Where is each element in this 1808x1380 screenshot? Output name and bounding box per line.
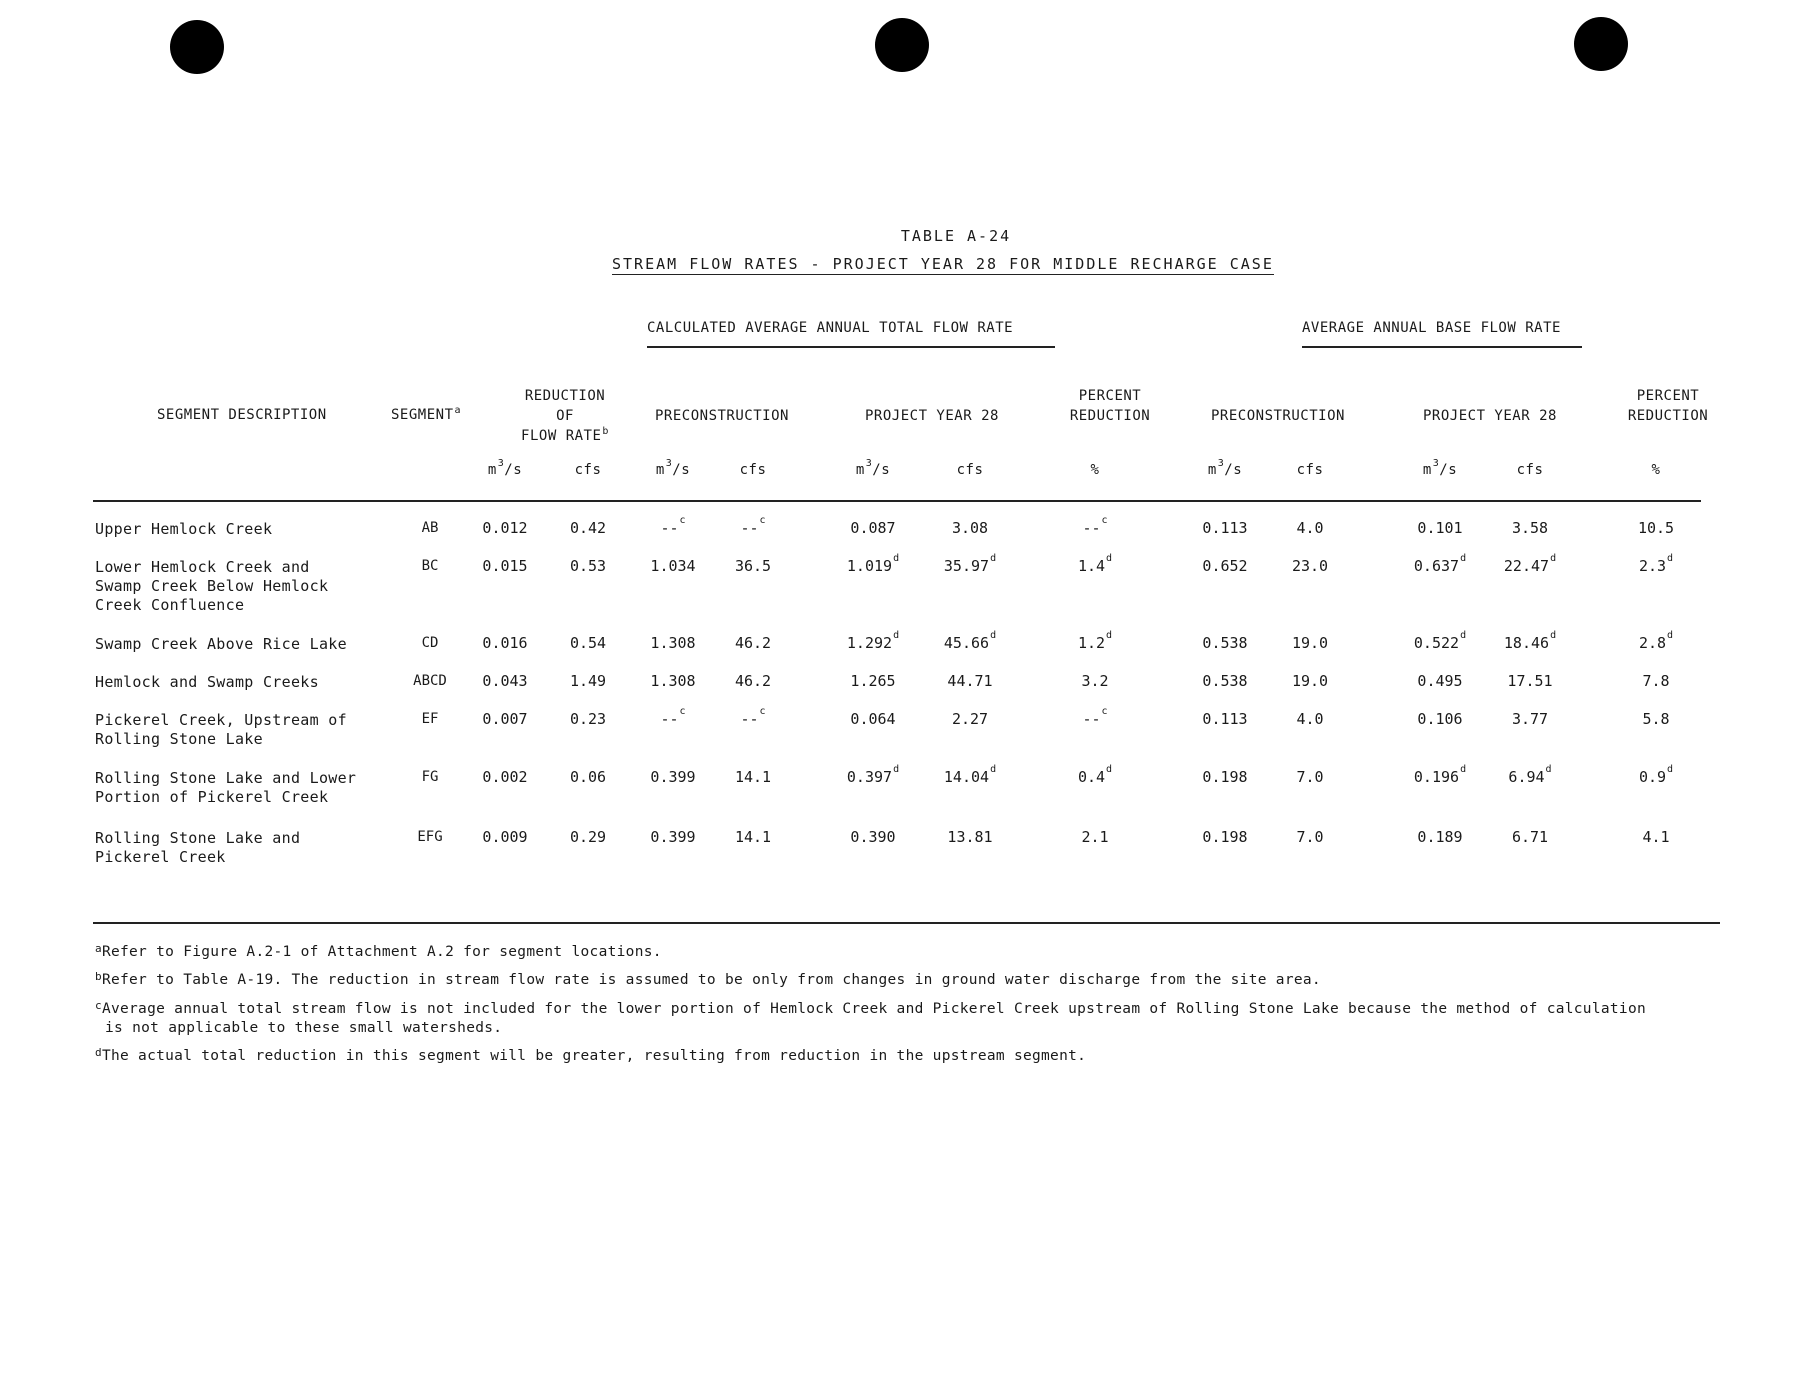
table-cell-py-base-m3s	[1390, 764, 1490, 786]
table-cell-pct-total	[1045, 764, 1145, 786]
description-line: Rolling Stone Lake and Lower	[95, 769, 357, 787]
table-cell-py-base-cfs	[1480, 519, 1580, 537]
cell-value: 4.0	[1296, 519, 1324, 537]
cell-value: 0.4	[1077, 768, 1106, 786]
description-line: Upper Hemlock Creek	[95, 520, 273, 538]
table-cell-pre-total-cfs	[703, 768, 803, 786]
cell-value: 0.087	[850, 519, 896, 537]
header-rule	[93, 500, 1701, 502]
cell-value: 0.106	[1417, 710, 1463, 728]
cell-footnote-mark: d	[1550, 553, 1557, 564]
cell-footnote-mark: d	[1460, 553, 1467, 564]
unit-exponent: 3	[497, 458, 505, 469]
cell-value: 35.97	[943, 557, 990, 575]
unit-pre-base-m3s	[1185, 458, 1265, 478]
table-cell-pre-total-cfs	[703, 828, 803, 846]
cell-value: 0.538	[1202, 634, 1248, 652]
unit-tail: /s	[872, 462, 891, 478]
description-line: Swamp Creek Above Rice Lake	[95, 635, 347, 653]
table-cell-py-total-cfs	[920, 630, 1020, 652]
cell-value: 13.81	[947, 828, 993, 846]
unit-text: cfs	[574, 462, 602, 478]
cell-value: 6.94	[1508, 768, 1545, 786]
cell-footnote-mark: d	[990, 553, 997, 564]
cell-footnote-mark: d	[990, 764, 997, 775]
cell-value: 1.308	[650, 672, 696, 690]
header-percent-reduction-base: PERCENT REDUCTION	[1627, 388, 1709, 424]
table-cell-pct-base	[1606, 553, 1706, 575]
table-cell-pre-base-cfs	[1260, 710, 1360, 728]
unit-text: cfs	[1296, 462, 1324, 478]
cell-footnote-mark: c	[1101, 515, 1108, 526]
cell-value: 7.0	[1296, 828, 1324, 846]
cell-value: 0.42	[569, 519, 607, 537]
unit-base: m	[855, 462, 865, 478]
unit-py-total-cfs	[930, 462, 1010, 478]
description-line: Pickerel Creek, Upstream of	[95, 711, 347, 729]
cell-value: 14.1	[734, 768, 772, 786]
cell-footnote-mark: d	[893, 553, 900, 564]
table-cell-py-base-m3s	[1390, 519, 1490, 537]
cell-value: 0.007	[482, 710, 528, 728]
table-cell-py-total-m3s	[823, 519, 923, 537]
unit-reduction-m3s	[465, 458, 545, 478]
unit-pre-total-cfs	[713, 462, 793, 478]
table-cell-pct-base	[1606, 710, 1706, 728]
cell-value: 36.5	[734, 557, 772, 575]
cell-value: 0.101	[1417, 519, 1463, 537]
cell-value: 0.23	[569, 710, 607, 728]
unit-tail: /s	[504, 462, 523, 478]
table-cell-pre-base-cfs	[1260, 828, 1360, 846]
table-cell-py-base-cfs	[1480, 764, 1580, 786]
cell-value: 1.019	[846, 557, 893, 575]
unit-pre-base-cfs	[1270, 462, 1350, 478]
cell-value: 3.77	[1511, 710, 1549, 728]
footnote-text: Refer to Figure A.2-1 of Attachment A.2 for segment locations.	[101, 944, 662, 960]
cell-footnote-mark: c	[759, 515, 766, 526]
punch-hole-right	[1574, 17, 1628, 71]
footnote-text: is not applicable to these small watersheds.	[105, 1020, 503, 1036]
cell-value: 0.198	[1202, 828, 1248, 846]
cell-value: 22.47	[1503, 557, 1550, 575]
punch-hole-center	[875, 18, 929, 72]
cell-footnote-mark: d	[1550, 630, 1557, 641]
cell-value: 14.1	[734, 828, 772, 846]
header-project-year-base: PROJECT YEAR 28	[1423, 408, 1557, 424]
table-cell-pct-total	[1045, 515, 1145, 537]
cell-value: 0.522	[1413, 634, 1460, 652]
table-cell-pct-total	[1045, 828, 1145, 846]
header-segment: SEGMENT$^a$	[391, 405, 462, 423]
group-underline-total	[647, 346, 1055, 348]
table-cell-pct-total	[1045, 672, 1145, 690]
cell-value: 1.292	[846, 634, 893, 652]
segment-code: AB	[421, 520, 439, 536]
table-cell-pre-total-cfs	[703, 634, 803, 652]
header-preconstruction-total: PRECONSTRUCTION	[655, 408, 789, 424]
footnote	[95, 1000, 1646, 1038]
cell-value: 44.71	[947, 672, 993, 690]
table-cell-pre-base-cfs	[1260, 672, 1360, 690]
segment-code: BC	[421, 558, 439, 574]
unit-text: cfs	[739, 462, 767, 478]
description-line: Swamp Creek Below Hemlock	[95, 577, 329, 595]
cell-value: 4.0	[1296, 710, 1324, 728]
header-segment-description: SEGMENT DESCRIPTION	[157, 407, 327, 423]
unit-exponent: 3	[865, 458, 873, 469]
cell-value: 0.113	[1202, 710, 1248, 728]
unit-text: cfs	[956, 462, 984, 478]
table-cell-py-total-m3s	[823, 710, 923, 728]
cell-footnote-mark: d	[1545, 764, 1552, 775]
footnote-text: Average annual total stream flow is not included for the lower portion of Hemlock Creek and Pickerel Creek upstream of Rolling Stone Lake because the method of calculation	[101, 1001, 1647, 1017]
cell-value: 7.8	[1642, 672, 1670, 690]
table-cell-py-total-cfs	[920, 828, 1020, 846]
unit-pct-total	[1055, 462, 1135, 478]
table-cell-pct-base	[1606, 828, 1706, 846]
table-cell-pct-base	[1606, 764, 1706, 786]
table-cell-pre-base-cfs	[1260, 768, 1360, 786]
cell-value: 0.012	[482, 519, 528, 537]
unit-exponent: 3	[665, 458, 673, 469]
segment-code: EFG	[417, 829, 443, 845]
description-line: Rolling Stone Lake	[95, 730, 263, 748]
segment-description	[95, 829, 300, 867]
table-cell-py-total-m3s	[823, 828, 923, 846]
footnote-mark: c	[95, 999, 102, 1012]
cell-value: 0.399	[650, 768, 696, 786]
footnote-text: Refer to Table A-19. The reduction in stream flow rate is assumed to be only from changes in ground water discharge from the site area.	[101, 972, 1321, 988]
segment-description	[95, 673, 319, 692]
table-cell-py-base-m3s	[1390, 630, 1490, 652]
segment-description	[95, 520, 272, 539]
cell-value: 1.49	[569, 672, 607, 690]
table-cell-py-base-cfs	[1480, 553, 1580, 575]
table-cell-py-base-m3s	[1390, 710, 1490, 728]
cell-value: 1.034	[650, 557, 696, 575]
cell-value: 14.04	[943, 768, 990, 786]
cell-value: 1.2	[1077, 634, 1106, 652]
cell-value: 0.29	[569, 828, 607, 846]
table-cell-py-total-cfs	[920, 519, 1020, 537]
footnote	[95, 971, 1321, 990]
cell-value: 0.064	[850, 710, 896, 728]
unit-tail: /s	[672, 462, 691, 478]
cell-value: 0.390	[850, 828, 896, 846]
table-cell-pre-base-cfs	[1260, 557, 1360, 575]
cell-value: 3.58	[1511, 519, 1549, 537]
segment-description	[95, 635, 347, 654]
header-reduction-of-flow-rate: REDUCTION OF FLOW RATE$^b$	[521, 388, 609, 444]
table-cell-py-total-cfs	[920, 672, 1020, 690]
cell-value: 0.016	[482, 634, 528, 652]
cell-value: 1.265	[850, 672, 896, 690]
unit-base: m	[655, 462, 665, 478]
footnote-mark: a	[95, 942, 102, 955]
footnote-line	[95, 943, 662, 962]
cell-value: 2.27	[951, 710, 989, 728]
unit-py-base-m3s	[1400, 458, 1480, 478]
footnote-line	[95, 971, 1321, 990]
cell-value: 2.1	[1081, 828, 1109, 846]
cell-value: 7.0	[1296, 768, 1324, 786]
cell-value: --	[660, 519, 679, 537]
table-cell-pre-total-cfs	[703, 706, 803, 728]
cell-footnote-mark: d	[1667, 764, 1674, 775]
cell-footnote-mark: d	[893, 764, 900, 775]
cell-value: 0.009	[482, 828, 528, 846]
cell-value: 18.46	[1503, 634, 1550, 652]
footnote	[95, 1047, 1086, 1066]
table-cell-pre-total-cfs	[703, 515, 803, 537]
segment-code: CD	[421, 635, 439, 651]
cell-value: 0.652	[1202, 557, 1248, 575]
segment-description	[95, 558, 328, 615]
footnote	[95, 943, 662, 962]
cell-value: 6.71	[1511, 828, 1549, 846]
group-header-total-flow: CALCULATED AVERAGE ANNUAL TOTAL FLOW RATE	[647, 320, 1014, 336]
footnote-mark: b	[95, 970, 102, 983]
description-line: Portion of Pickerel Creek	[95, 788, 329, 806]
cell-value: 23.0	[1291, 557, 1329, 575]
table-cell-py-base-cfs	[1480, 630, 1580, 652]
table-cell-pre-total-cfs	[703, 672, 803, 690]
cell-value: 19.0	[1291, 634, 1329, 652]
group-header-base-flow: AVERAGE ANNUAL BASE FLOW RATE	[1302, 320, 1561, 336]
cell-value: --	[1082, 710, 1101, 728]
table-cell-py-total-cfs	[920, 764, 1020, 786]
cell-footnote-mark: d	[990, 630, 997, 641]
table-cell-py-total-m3s	[823, 553, 923, 575]
cell-value: 0.637	[1413, 557, 1460, 575]
unit-exponent: 3	[1432, 458, 1440, 469]
segment-code: ABCD	[413, 673, 447, 689]
description-line: Lower Hemlock Creek and	[95, 558, 310, 576]
table-cell-pct-total	[1045, 706, 1145, 728]
header-percent-reduction-total: PERCENT REDUCTION	[1069, 388, 1151, 424]
header-project-year-total: PROJECT YEAR 28	[865, 408, 999, 424]
cell-value: 19.0	[1291, 672, 1329, 690]
cell-value: --	[740, 519, 759, 537]
cell-value: 1.308	[650, 634, 696, 652]
segment-code: EF	[421, 711, 439, 727]
cell-value: 4.1	[1642, 828, 1670, 846]
punch-hole-left	[170, 20, 224, 74]
cell-footnote-mark: c	[679, 706, 686, 717]
table-cell-py-base-cfs	[1480, 828, 1580, 846]
bottom-rule	[93, 922, 1720, 924]
footnote-line	[95, 1019, 1646, 1038]
cell-value: 0.002	[482, 768, 528, 786]
unit-tail: /s	[1224, 462, 1243, 478]
cell-footnote-mark: c	[1101, 706, 1108, 717]
cell-value: 46.2	[734, 672, 772, 690]
cell-value: 0.397	[846, 768, 893, 786]
cell-value: 46.2	[734, 634, 772, 652]
footnote-line	[95, 1000, 1646, 1019]
table-cell-pre-base-cfs	[1260, 519, 1360, 537]
footnote-text: The actual total reduction in this segment will be greater, resulting from reduction in the upstream segment.	[101, 1048, 1087, 1064]
unit-exponent: 3	[1217, 458, 1225, 469]
table-cell-pct-base	[1606, 519, 1706, 537]
description-line: Rolling Stone Lake and	[95, 829, 301, 847]
footnote-mark: d	[95, 1046, 102, 1059]
header-preconstruction-base: PRECONSTRUCTION	[1211, 408, 1345, 424]
cell-footnote-mark: d	[1667, 630, 1674, 641]
cell-value: 0.015	[482, 557, 528, 575]
cell-value: --	[1082, 519, 1101, 537]
table-cell-pre-total-cfs	[703, 557, 803, 575]
table-cell-py-total-cfs	[920, 710, 1020, 728]
footnote-line	[95, 1047, 1086, 1066]
table-cell-pre-base-cfs	[1260, 634, 1360, 652]
unit-text: %	[1090, 462, 1100, 478]
table-number: TABLE A-24	[900, 227, 1012, 245]
cell-value: --	[660, 710, 679, 728]
table-cell-py-total-m3s	[823, 672, 923, 690]
table-cell-pct-total	[1045, 553, 1145, 575]
cell-value: 3.2	[1081, 672, 1109, 690]
unit-py-total-m3s	[833, 458, 913, 478]
cell-footnote-mark: c	[759, 706, 766, 717]
table-cell-pct-base	[1606, 672, 1706, 690]
cell-value: 2.3	[1638, 557, 1667, 575]
table-cell-py-total-m3s	[823, 630, 923, 652]
cell-value: 0.495	[1417, 672, 1463, 690]
unit-pre-total-m3s	[633, 458, 713, 478]
cell-value: 0.196	[1413, 768, 1460, 786]
cell-value: 3.08	[951, 519, 989, 537]
cell-value: 2.8	[1638, 634, 1667, 652]
cell-value: 0.9	[1638, 768, 1667, 786]
cell-value: 0.043	[482, 672, 528, 690]
table-cell-py-base-cfs	[1480, 710, 1580, 728]
cell-value: 1.4	[1077, 557, 1106, 575]
cell-value: 45.66	[943, 634, 990, 652]
unit-base: m	[487, 462, 497, 478]
segment-code: FG	[421, 769, 439, 785]
cell-value: 0.198	[1202, 768, 1248, 786]
unit-base: m	[1422, 462, 1432, 478]
cell-footnote-mark: d	[1106, 764, 1113, 775]
table-cell-py-base-m3s	[1390, 553, 1490, 575]
group-underline-base	[1302, 346, 1582, 348]
cell-footnote-mark: d	[1460, 764, 1467, 775]
cell-value: 0.06	[569, 768, 607, 786]
cell-value: 0.399	[650, 828, 696, 846]
cell-footnote-mark: d	[1460, 630, 1467, 641]
table-cell-pct-base	[1606, 630, 1706, 652]
cell-footnote-mark: d	[1106, 630, 1113, 641]
table-cell-py-base-m3s	[1390, 672, 1490, 690]
cell-footnote-mark: d	[893, 630, 900, 641]
cell-footnote-mark: d	[1667, 553, 1674, 564]
description-line: Hemlock and Swamp Creeks	[95, 673, 319, 691]
segment-description	[95, 711, 347, 749]
unit-text: cfs	[1516, 462, 1544, 478]
cell-value: 10.5	[1637, 519, 1675, 537]
cell-value: 0.538	[1202, 672, 1248, 690]
cell-value: 0.189	[1417, 828, 1463, 846]
segment-description	[95, 769, 356, 807]
table-cell-py-base-cfs	[1480, 672, 1580, 690]
table-cell-pct-total	[1045, 630, 1145, 652]
unit-tail: /s	[1439, 462, 1458, 478]
cell-footnote-mark: c	[679, 515, 686, 526]
description-line: Creek Confluence	[95, 596, 245, 614]
cell-value: 0.113	[1202, 519, 1248, 537]
cell-footnote-mark: d	[1106, 553, 1113, 564]
cell-value: 5.8	[1642, 710, 1670, 728]
unit-pct-base	[1616, 462, 1696, 478]
unit-reduction-cfs	[548, 462, 628, 478]
cell-value: --	[740, 710, 759, 728]
table-cell-py-base-m3s	[1390, 828, 1490, 846]
table-title: STREAM FLOW RATES - PROJECT YEAR 28 FOR MIDDLE RECHARGE CASE	[612, 255, 1274, 273]
unit-text: %	[1651, 462, 1661, 478]
unit-base: m	[1207, 462, 1217, 478]
table-cell-py-total-cfs	[920, 553, 1020, 575]
description-line: Pickerel Creek	[95, 848, 226, 866]
cell-value: 17.51	[1507, 672, 1553, 690]
cell-value: 0.53	[569, 557, 607, 575]
cell-value: 0.54	[569, 634, 607, 652]
unit-py-base-cfs	[1490, 462, 1570, 478]
table-cell-py-total-m3s	[823, 764, 923, 786]
